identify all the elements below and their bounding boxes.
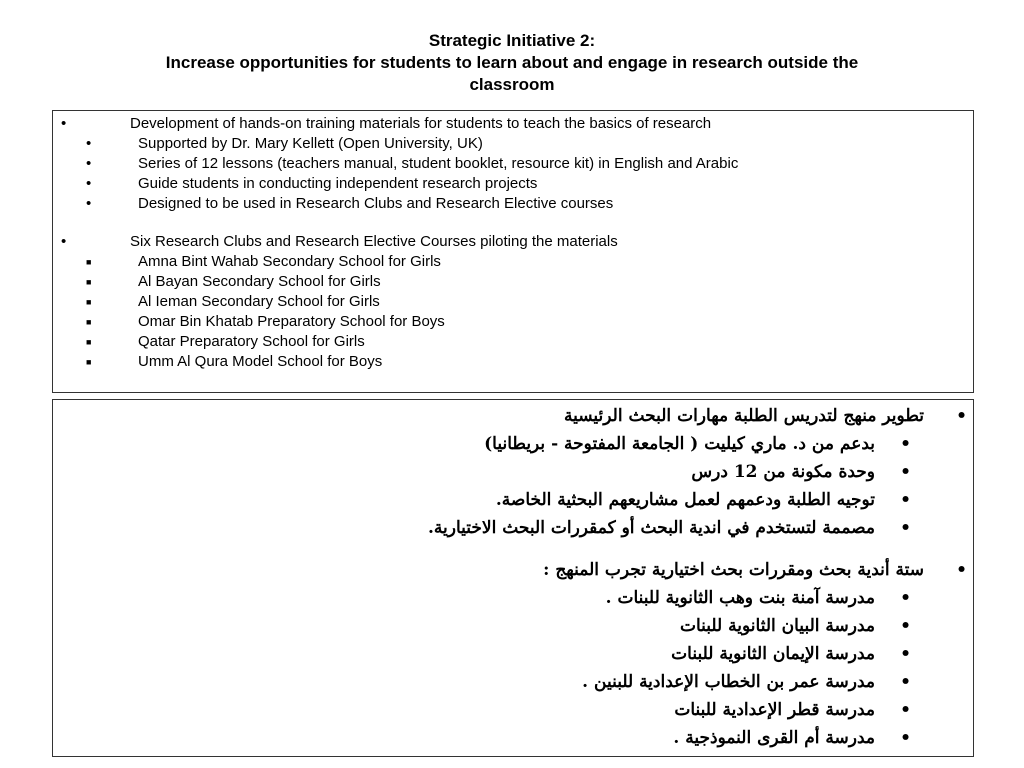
arabic-section-development bbox=[53, 402, 973, 542]
english-section-clubs bbox=[53, 232, 973, 372]
list-item-text: بدعم من د. ماري كيليت ( الجامعة المفتوحة - بريطانيا) bbox=[484, 434, 875, 454]
bullet-icon: • bbox=[900, 672, 911, 692]
list-gap bbox=[53, 214, 973, 232]
arabic-section-clubs bbox=[53, 556, 973, 752]
list-item-text: مصممة لتستخدم في اندية البحث أو كمقررات البحث الاختيارية. bbox=[427, 518, 875, 538]
square-bullet-icon: ■ bbox=[86, 317, 92, 327]
arabic-sublist bbox=[53, 430, 973, 542]
square-bullet-icon: ■ bbox=[86, 257, 92, 267]
arabic-content-box bbox=[52, 399, 974, 757]
bullet-icon: • bbox=[900, 616, 911, 636]
list-item bbox=[53, 352, 973, 372]
bullet-icon: • bbox=[86, 175, 92, 192]
list-item bbox=[53, 430, 973, 458]
list-item bbox=[53, 134, 973, 154]
english-section-development bbox=[53, 114, 973, 214]
list-item-text: Guide students in conducting independent research projects bbox=[138, 175, 538, 192]
list-item-text: Supported by Dr. Mary Kellett (Open University, UK) bbox=[138, 135, 483, 152]
title-line-2: Increase opportunities for students to learn about and engage in research outside the bbox=[165, 53, 859, 72]
bullet-icon: • bbox=[956, 560, 967, 580]
english-bullet-list bbox=[53, 114, 973, 372]
bullet-icon: • bbox=[86, 155, 92, 172]
list-item bbox=[53, 272, 973, 292]
title-line-3: classroom bbox=[469, 75, 555, 94]
list-item-text: مدرسة أم القرى النموذجية . bbox=[673, 728, 875, 748]
title-line-1: Strategic Initiative 2: bbox=[428, 31, 596, 50]
list-item-text: وحدة مكونة من 12 درس bbox=[691, 462, 875, 482]
square-bullet-icon: ■ bbox=[86, 297, 92, 307]
list-item-text: Al Bayan Secondary School for Girls bbox=[138, 273, 381, 290]
list-item bbox=[53, 174, 973, 194]
list-item bbox=[53, 584, 973, 612]
list-item bbox=[53, 486, 973, 514]
list-item-text: Amna Bint Wahab Secondary School for Girls bbox=[138, 253, 441, 270]
bullet-icon: • bbox=[86, 195, 92, 212]
list-item-text: مدرسة آمنة بنت وهب الثانوية للبنات . bbox=[605, 588, 875, 608]
list-item-text: Series of 12 lessons (teachers manual, student booklet, resource kit) in English and Arabic bbox=[138, 155, 739, 172]
bullet-icon: • bbox=[900, 462, 911, 482]
bullet-icon: • bbox=[86, 135, 92, 152]
english-sublist bbox=[53, 134, 973, 214]
bullet-icon: • bbox=[900, 518, 911, 538]
list-item-text: Umm Al Qura Model School for Boys bbox=[138, 353, 383, 370]
english-section-heading: Development of hands-on training materials for students to teach the basics of research bbox=[130, 115, 712, 132]
bullet-icon: • bbox=[61, 233, 67, 250]
list-item bbox=[53, 312, 973, 332]
list-item-text: Omar Bin Khatab Preparatory School for Boys bbox=[138, 313, 445, 330]
bullet-icon: • bbox=[900, 644, 911, 664]
list-item-text: Al Ieman Secondary School for Girls bbox=[138, 293, 380, 310]
square-bullet-icon: ■ bbox=[86, 337, 92, 347]
arabic-section-heading: ستة أندية بحث ومقررات بحث اختيارية تجرب المنهج : bbox=[543, 560, 924, 580]
list-item-text: Designed to be used in Research Clubs and Research Elective courses bbox=[138, 195, 614, 212]
arabic-section-heading: تطوير منهج لتدريس الطلبة مهارات البحث الرئيسية bbox=[563, 406, 924, 426]
square-bullet-icon: ■ bbox=[86, 357, 92, 367]
list-item-text: توجيه الطلبة ودعمهم لعمل مشاريعهم البحثية الخاصة. bbox=[495, 490, 875, 510]
list-item bbox=[53, 668, 973, 696]
english-section-heading: Six Research Clubs and Research Elective Courses piloting the materials bbox=[130, 233, 618, 250]
bullet-icon: • bbox=[61, 115, 67, 132]
list-item-text: مدرسة عمر بن الخطاب الإعدادية للبنين . bbox=[582, 672, 875, 692]
list-item bbox=[53, 696, 973, 724]
square-bullet-icon: ■ bbox=[86, 277, 92, 287]
list-gap bbox=[53, 542, 973, 556]
arabic-bullet-list bbox=[53, 402, 973, 752]
arabic-sublist bbox=[53, 584, 973, 752]
bullet-icon: • bbox=[956, 406, 967, 426]
list-item bbox=[53, 332, 973, 352]
bullet-icon: • bbox=[900, 728, 911, 748]
list-item bbox=[53, 292, 973, 312]
list-item bbox=[53, 640, 973, 668]
list-item bbox=[53, 514, 973, 542]
list-item bbox=[53, 154, 973, 174]
list-item-text: مدرسة الإيمان الثانوية للبنات bbox=[671, 644, 875, 664]
bullet-icon: • bbox=[900, 434, 911, 454]
list-item bbox=[53, 458, 973, 486]
english-sublist bbox=[53, 252, 973, 372]
list-item-text: مدرسة قطر الإعدادية للبنات bbox=[674, 700, 875, 720]
list-item bbox=[53, 194, 973, 214]
slide-title bbox=[0, 30, 1024, 96]
list-item bbox=[53, 724, 973, 752]
list-item bbox=[53, 252, 973, 272]
bullet-icon: • bbox=[900, 588, 911, 608]
bullet-icon: • bbox=[900, 700, 911, 720]
bullet-icon: • bbox=[900, 490, 911, 510]
list-item-text: مدرسة البيان الثانوية للبنات bbox=[679, 616, 875, 636]
list-item bbox=[53, 612, 973, 640]
list-item-text: Qatar Preparatory School for Girls bbox=[138, 333, 365, 350]
english-content-box bbox=[52, 110, 974, 393]
